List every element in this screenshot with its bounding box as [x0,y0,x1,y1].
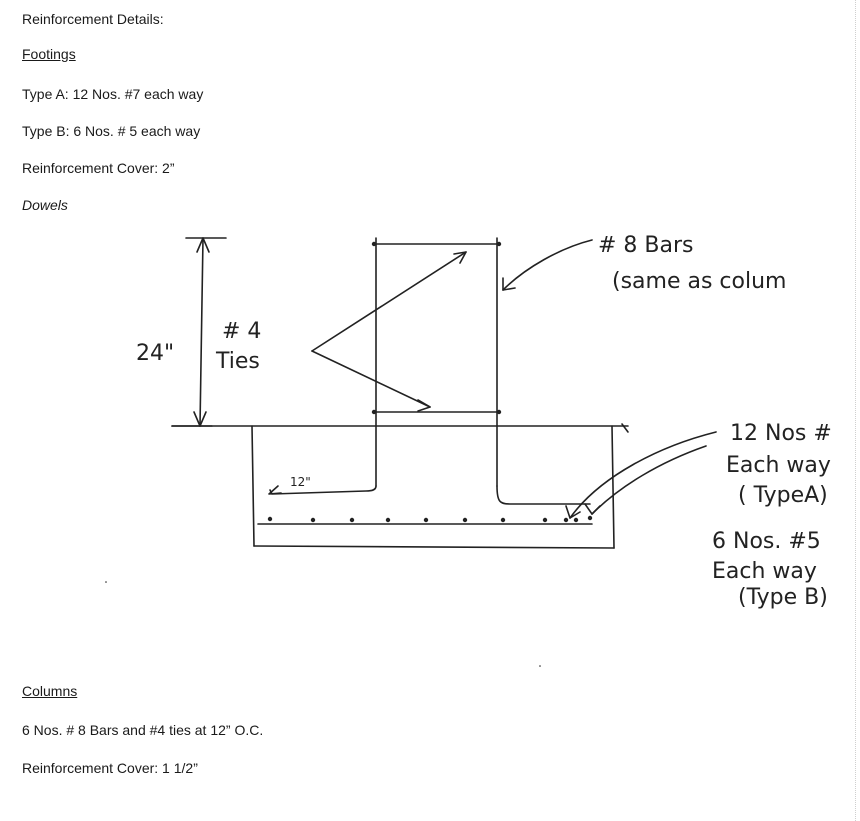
columns-title: Columns [22,683,78,699]
footing-bar-arrows [566,432,716,518]
height-dimension [172,238,226,426]
footings-title: Footings [22,46,76,62]
footing-cover: Reinforcement Cover: 2” [22,160,175,176]
type-b-label-line-3: (Type B) [738,585,828,610]
hook-length-label: 12" [290,475,311,489]
height-dimension-label: 24" [136,341,175,366]
type-a-label-line-2: Each way [726,453,831,478]
footing-type-a: Type A: 12 Nos. #7 each way [22,86,204,102]
ties-label-number: # 4 [222,319,262,344]
reinforcement-heading: Reinforcement Details: [22,11,164,27]
ties-arrows [312,252,466,411]
columns-spec: 6 Nos. # 8 Bars and #4 ties at 12” O.C. [22,722,264,738]
column-cover: Reinforcement Cover: 1 1/2” [22,760,198,776]
footing-outline [172,424,628,548]
page-edge [854,0,856,821]
footing-type-b: Type B: 6 Nos. # 5 each way [22,123,201,139]
column-dowels [372,238,501,486]
bars-label-line-1: # 8 Bars [598,233,694,258]
dowel-hooks [270,486,590,504]
dowels-title: Dowels [22,197,68,213]
type-a-label-line-3: ( TypeA) [738,483,828,508]
bars-label-line-2: (same as colum [612,269,787,294]
bars-arrow [503,240,592,290]
type-a-label-line-1: 12 Nos # [730,421,832,446]
type-b-label-line-1: 6 Nos. #5 [712,529,821,554]
bottom-reinforcement [258,516,592,524]
type-b-label-line-2: Each way [712,559,817,584]
ties-label-text: Ties [216,349,260,374]
